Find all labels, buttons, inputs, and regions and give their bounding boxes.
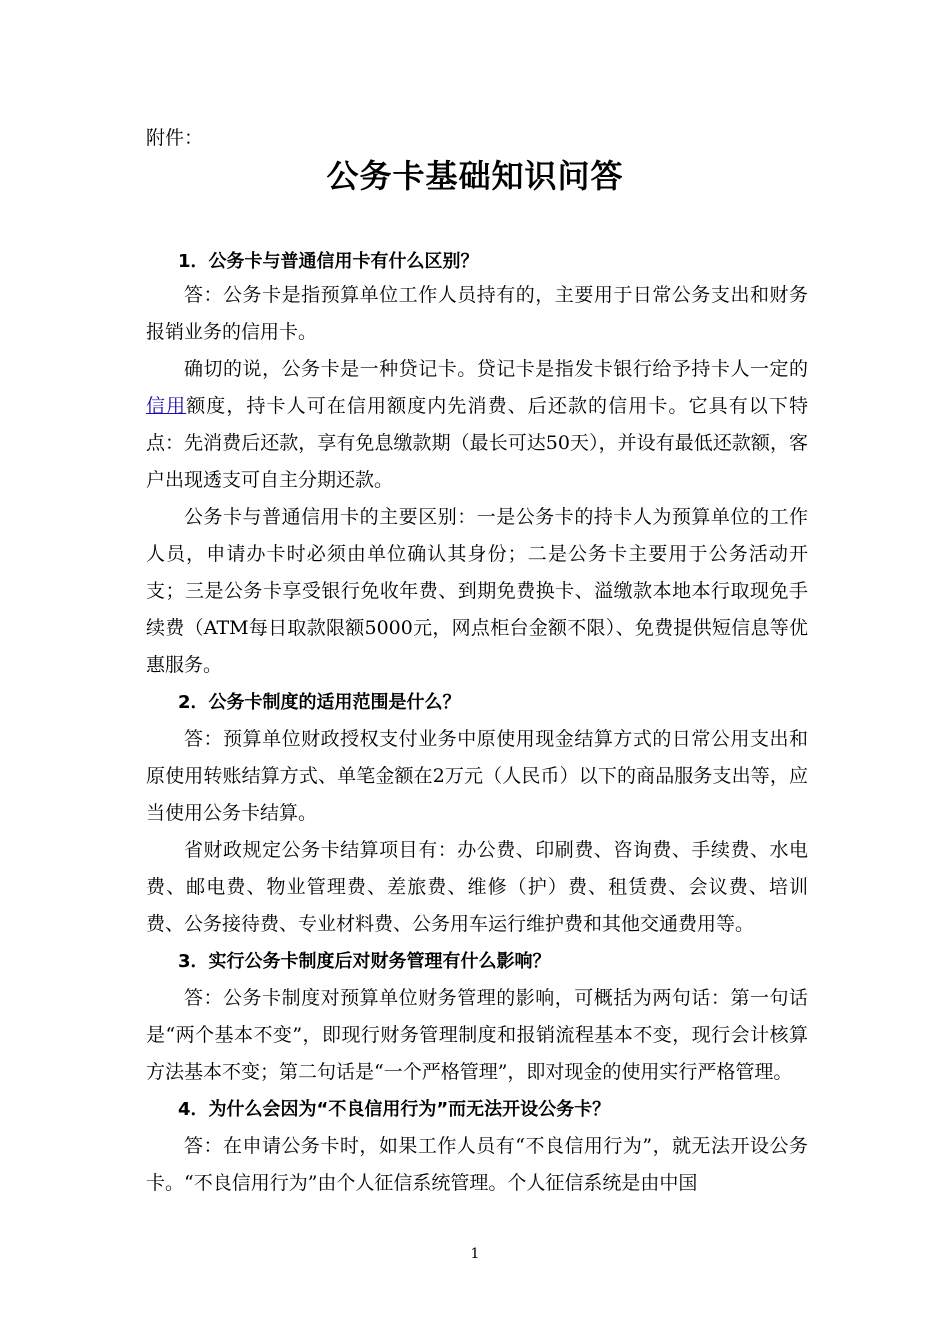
credit-link[interactable]: 信用 [146, 395, 187, 417]
answer-2-paragraph-1: 答：预算单位财政授权支付业务中原使用现金结算方式的日常公用支出和原使用转账结算方式、单笔金额在2万元（人民币）以下的商品服务支出等，应当使用公务卡结算。 [146, 728, 808, 824]
answer-1-paragraph-3: 公务卡与普通信用卡的主要区别：一是公务卡的持卡人为预算单位的工作人员，申请办卡时必须由单位确认其身份；二是公务卡主要用于公务活动开支；三是公务卡享受银行免收年费、到期免费换卡、溢缴款本地本行取现免手续费（ATM每日取款限额5000元，网点柜台金额不限）、免费提供短信息等优惠服务。 [146, 506, 808, 676]
answer-1-text-before-link: 确切的说，公务卡是一种贷记卡。贷记卡是指发卡银行给予持卡人一定的 [184, 358, 808, 380]
answer-3-paragraph-1: 答：公务卡制度对预算单位财务管理的影响，可概括为两句话：第一句话是“两个基本不变”，即现行财务管理制度和报销流程基本不变，现行会计核算方法基本不变；第二句话是“一个严格管理”，即对现金的使用实行严格管理。 [146, 987, 808, 1083]
answer-1-paragraph-1: 答：公务卡是指预算单位工作人员持有的，主要用于日常公务支出和财务报销业务的信用卡。 [146, 284, 808, 343]
question-4: 4．为什么会因为“不良信用行为”而无法开设公务卡？ [178, 1099, 611, 1120]
question-1: 1．公务卡与普通信用卡有什么区别？ [178, 251, 479, 272]
question-3: 3．实行公务卡制度后对财务管理有什么影响？ [178, 951, 551, 972]
question-2: 2．公务卡制度的适用范围是什么？ [178, 692, 461, 713]
page-number: 1 [470, 1246, 480, 1262]
attachment-label: 附件： [146, 127, 204, 149]
document-body [146, 247, 808, 1202]
answer-2-paragraph-2: 省财政规定公务卡结算项目有：办公费、印刷费、咨询费、手续费、水电费、邮电费、物业管理费、差旅费、维修（护）费、租赁费、会议费、培训费、公务接待费、专业材料费、公务用车运行维护费和其他交通费用等。 [146, 839, 808, 935]
answer-1-text-after-link: 额度，持卡人可在信用额度内先消费、后还款的信用卡。它具有以下特点：先消费后还款，享有免息缴款期（最长可达50天），并设有最低还款额，客户出现透支可自主分期还款。 [146, 395, 808, 491]
document-title: 公务卡基础知识问答 [326, 157, 624, 195]
answer-4-paragraph-1: 答：在申请公务卡时，如果工作人员有“不良信用行为”，就无法开设公务卡。“不良信用行为”由个人征信系统管理。个人征信系统是由中国 [146, 1135, 808, 1194]
answer-1-paragraph-2 [146, 351, 808, 499]
